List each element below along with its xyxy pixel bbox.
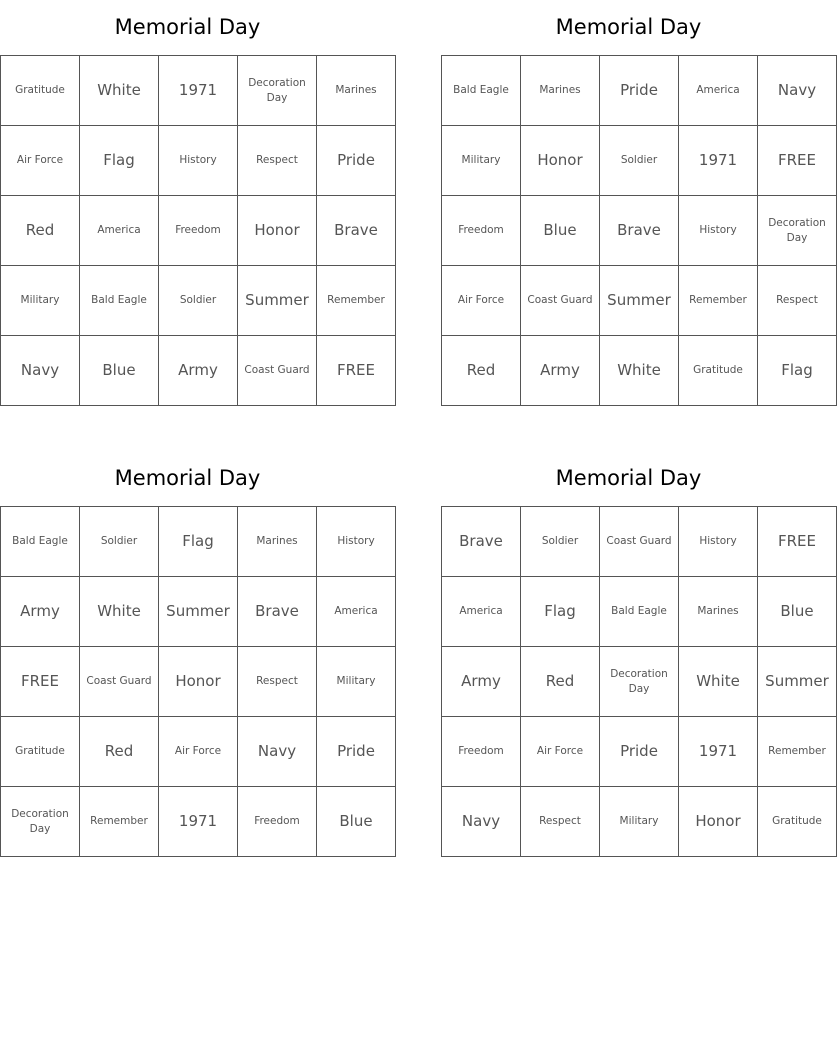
- card-title: Memorial Day: [114, 15, 261, 39]
- grid-cell: Bald Eagle: [442, 56, 521, 126]
- grid-cell: Coast Guard: [521, 266, 600, 336]
- grid-row: [1, 126, 396, 196]
- grid-cell: History: [679, 507, 758, 577]
- grid-cell: Air Force: [1, 126, 80, 196]
- card-title: Memorial Day: [555, 466, 702, 490]
- grid-cell: Flag: [758, 336, 837, 406]
- grid-cell: Summer: [600, 266, 679, 336]
- grid-cell: 1971: [679, 126, 758, 196]
- grid-row: [442, 647, 837, 717]
- grid-cell: FREE: [758, 507, 837, 577]
- grid-cell: Blue: [317, 787, 396, 857]
- grid-row: [1, 717, 396, 787]
- grid-cell: Remember: [317, 266, 396, 336]
- grid-cell: Respect: [238, 126, 317, 196]
- grid-cell: Air Force: [521, 717, 600, 787]
- grid-cell: Decoration Day: [238, 56, 317, 126]
- grid-row: [442, 196, 837, 266]
- grid-cell: Summer: [159, 577, 238, 647]
- grid-cell: 1971: [159, 56, 238, 126]
- grid-row: [1, 507, 396, 577]
- grid-cell: America: [442, 577, 521, 647]
- grid-cell: Blue: [758, 577, 837, 647]
- grid-cell: Respect: [238, 647, 317, 717]
- grid-cell: History: [679, 196, 758, 266]
- grid-cell: Navy: [442, 787, 521, 857]
- grid-cell: Army: [1, 577, 80, 647]
- grid-cell: Flag: [159, 507, 238, 577]
- grid-cell: White: [679, 647, 758, 717]
- grid-cell: Remember: [758, 717, 837, 787]
- grid-cell: Gratitude: [1, 717, 80, 787]
- grid-cell: Soldier: [80, 507, 159, 577]
- grid-cell: Air Force: [442, 266, 521, 336]
- grid-row: [1, 647, 396, 717]
- grid-cell: Red: [521, 647, 600, 717]
- grid-row: [442, 126, 837, 196]
- grid-cell: Army: [159, 336, 238, 406]
- grid-cell: Brave: [600, 196, 679, 266]
- grid-cell: Freedom: [238, 787, 317, 857]
- grid-cell: Navy: [238, 717, 317, 787]
- grid-cell: Honor: [159, 647, 238, 717]
- grid-row: [442, 336, 837, 406]
- bingo-grid: [0, 55, 396, 406]
- grid-cell: Red: [1, 196, 80, 266]
- grid-row: [442, 787, 837, 857]
- grid-cell: Soldier: [521, 507, 600, 577]
- grid-cell: Bald Eagle: [80, 266, 159, 336]
- card-title: Memorial Day: [555, 15, 702, 39]
- grid-row: [1, 56, 396, 126]
- grid-cell: Marines: [521, 56, 600, 126]
- grid-cell: Decoration Day: [758, 196, 837, 266]
- grid-cell: Blue: [521, 196, 600, 266]
- grid-cell: Freedom: [442, 196, 521, 266]
- grid-cell: Blue: [80, 336, 159, 406]
- grid-cell: Red: [442, 336, 521, 406]
- grid-row: [1, 266, 396, 336]
- grid-cell: Marines: [317, 56, 396, 126]
- grid-cell: 1971: [679, 717, 758, 787]
- grid-cell: Brave: [317, 196, 396, 266]
- grid-row: [1, 196, 396, 266]
- grid-cell: Summer: [238, 266, 317, 336]
- grid-cell: Military: [1, 266, 80, 336]
- grid-cell: Freedom: [159, 196, 238, 266]
- grid-cell: Pride: [600, 56, 679, 126]
- grid-cell: Army: [521, 336, 600, 406]
- grid-cell: Honor: [679, 787, 758, 857]
- grid-cell: Honor: [521, 126, 600, 196]
- grid-cell: Soldier: [159, 266, 238, 336]
- grid-cell: Bald Eagle: [600, 577, 679, 647]
- grid-cell: FREE: [317, 336, 396, 406]
- grid-cell: Navy: [1, 336, 80, 406]
- grid-cell: Freedom: [442, 717, 521, 787]
- grid-cell: Military: [442, 126, 521, 196]
- grid-cell: White: [80, 577, 159, 647]
- grid-cell: America: [317, 577, 396, 647]
- grid-cell: America: [679, 56, 758, 126]
- bingo-grid: [441, 506, 837, 857]
- grid-cell: Pride: [317, 126, 396, 196]
- grid-cell: 1971: [159, 787, 238, 857]
- grid-cell: Pride: [600, 717, 679, 787]
- bingo-grid: [0, 506, 396, 857]
- grid-cell: Respect: [758, 266, 837, 336]
- grid-cell: Navy: [758, 56, 837, 126]
- bingo-card-4: [441, 451, 829, 857]
- grid-cell: Summer: [758, 647, 837, 717]
- grid-cell: Gratitude: [679, 336, 758, 406]
- grid-cell: Respect: [521, 787, 600, 857]
- grid-cell: Army: [442, 647, 521, 717]
- grid-row: [442, 577, 837, 647]
- grid-cell: Bald Eagle: [1, 507, 80, 577]
- grid-cell: History: [159, 126, 238, 196]
- grid-cell: Red: [80, 717, 159, 787]
- grid-row: [1, 336, 396, 406]
- grid-cell: Military: [317, 647, 396, 717]
- grid-cell: Coast Guard: [80, 647, 159, 717]
- grid-cell: Remember: [80, 787, 159, 857]
- grid-cell: FREE: [758, 126, 837, 196]
- grid-cell: Marines: [679, 577, 758, 647]
- bingo-card-3: [0, 451, 378, 857]
- grid-cell: Brave: [238, 577, 317, 647]
- grid-cell: Pride: [317, 717, 396, 787]
- grid-cell: Honor: [238, 196, 317, 266]
- grid-cell: Marines: [238, 507, 317, 577]
- grid-row: [442, 507, 837, 577]
- grid-cell: Remember: [679, 266, 758, 336]
- grid-cell: Flag: [80, 126, 159, 196]
- grid-row: [1, 577, 396, 647]
- card-title: Memorial Day: [114, 466, 261, 490]
- grid-cell: FREE: [1, 647, 80, 717]
- grid-row: [1, 787, 396, 857]
- grid-cell: Soldier: [600, 126, 679, 196]
- grid-row: [442, 56, 837, 126]
- grid-row: [442, 266, 837, 336]
- grid-cell: Coast Guard: [238, 336, 317, 406]
- grid-cell: White: [600, 336, 679, 406]
- grid-cell: Gratitude: [1, 56, 80, 126]
- grid-cell: Brave: [442, 507, 521, 577]
- grid-cell: America: [80, 196, 159, 266]
- grid-cell: Decoration Day: [600, 647, 679, 717]
- grid-cell: Military: [600, 787, 679, 857]
- grid-cell: Flag: [521, 577, 600, 647]
- bingo-grid: [441, 55, 837, 406]
- grid-cell: Gratitude: [758, 787, 837, 857]
- grid-row: [442, 717, 837, 787]
- grid-cell: History: [317, 507, 396, 577]
- grid-cell: Decoration Day: [1, 787, 80, 857]
- grid-cell: Coast Guard: [600, 507, 679, 577]
- bingo-card-2: [441, 0, 826, 406]
- bingo-card-1: [0, 0, 385, 406]
- grid-cell: White: [80, 56, 159, 126]
- grid-cell: Air Force: [159, 717, 238, 787]
